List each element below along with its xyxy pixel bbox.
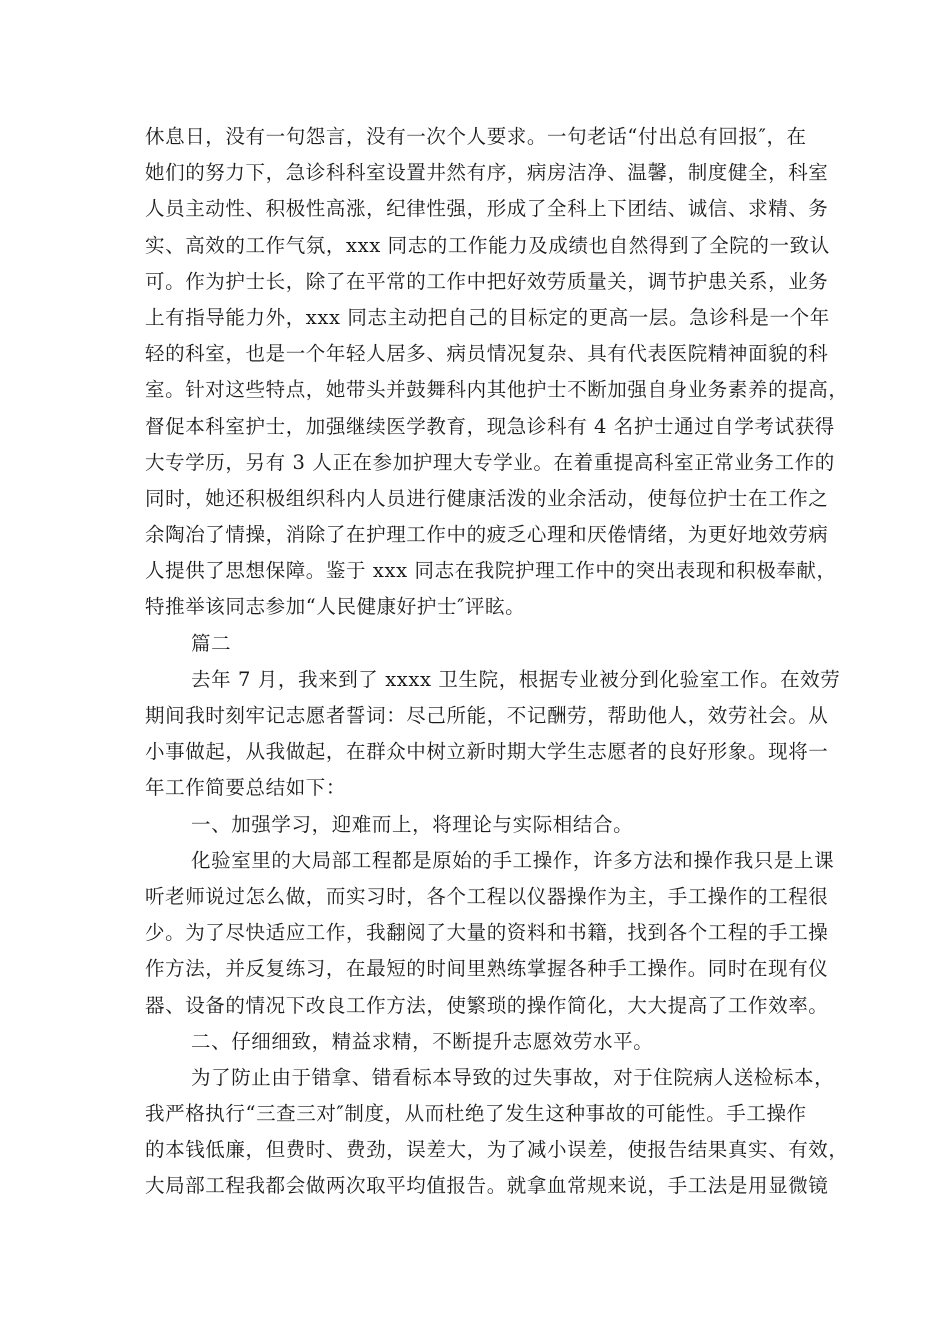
text-line: 余陶冶了情操，消除了在护理工作中的疲乏心理和厌倦情绪，为更好地效劳病 (145, 523, 829, 547)
text-line: 特推举该同志参加“人民健康好护士″评眩。 (145, 595, 526, 619)
text-line: 大专学历，另有 3 人正在参加护理大专学业。在着重提高科室正常业务工作的 (145, 450, 835, 474)
text-line: 上有指导能力外，xxx 同志主动把自己的目标定的更高一层。急诊科是一个年 (145, 305, 830, 329)
text-line: 大局部工程我都会做两次取平均值报告。就拿血常规来说，手工法是用显微镜 (145, 1174, 829, 1198)
text-line: 听老师说过怎么做，而实习时，各个工程以仪器操作为主，手工操作的工程很 (145, 884, 829, 908)
text-line: 督促本科室护士，加强继续医学教育，现急诊科有 4 名护士通过自学考试获得 (145, 414, 835, 438)
text-line: 年工作简要总结如下： (145, 776, 347, 800)
text-line: 器、设备的情况下改良工作方法，使繁琐的操作简化，大大提高了工作效率。 (145, 993, 829, 1017)
document-body (145, 119, 849, 1205)
text-line: 同时，她还积极组织科内人员进行健康活泼的业余活动，使每位护士在工作之 (145, 486, 829, 510)
text-line: 室。针对这些特点，她带头并鼓舞科内其他护士不断加强自身业务素养的提高， (145, 378, 849, 402)
text-line: 的本钱低廉，但费时、费劲，误差大，为了减小误差，使报告结果真实、有效， (145, 1138, 849, 1162)
text-line: 少。为了尽快适应工作，我翻阅了大量的资料和书籍，找到各个工程的手工操 (145, 921, 829, 945)
text-line: 篇二 (191, 631, 232, 655)
text-line: 我严格执行“三查三对″制度，从而杜绝了发生这种事故的可能性。手工操作 (145, 1102, 807, 1126)
text-line: 一、加强学习，迎难而上，将理论与实际相结合。 (191, 812, 634, 836)
text-line: 小事做起，从我做起，在群众中树立新时期大学生志愿者的良好形象。现将一 (145, 740, 829, 764)
text-line: 期间我时刻牢记志愿者誓词：尽己所能，不记酬劳，帮助他人，效劳社会。从 (145, 704, 829, 727)
text-line: 去年 7 月，我来到了 xxxx 卫生院，根据专业被分到化验室工作。在效劳 (191, 667, 841, 691)
text-line: 人提供了思想保障。鉴于 xxx 同志在我院护理工作中的突出表现和积极奉献， (145, 559, 837, 583)
text-line: 休息日，没有一句怨言，没有一次个人要求。一句老话“付出总有回报″，在 (145, 125, 807, 148)
text-line: 轻的科室，也是一个年轻人居多、病员情况复杂、具有代表医院精神面貌的科 (145, 342, 829, 366)
text-line: 可。作为护士长，除了在平常的工作中把好效劳质量关，调节护患关系，业务 (145, 269, 829, 293)
text-line: 人员主动性、积极性高涨，纪律性强，形成了全科上下团结、诚信、求精、务 (145, 197, 829, 221)
text-line: 实、高效的工作气氛，xxx 同志的工作能力及成绩也自然得到了全院的一致认 (145, 233, 830, 257)
text-line: 为了防止由于错拿、错看标本导致的过失事故，对于住院病人送检标本， (191, 1065, 835, 1089)
text-line: 化验室里的大局部工程都是原始的手工操作，许多方法和操作我只是上课 (191, 848, 835, 872)
text-line: 她们的努力下，急诊科科室设置井然有序，病房洁净、温馨，制度健全，科室 (145, 161, 829, 185)
text-line: 作方法，并反复练习，在最短的时间里熟练掌握各种手工操作。同时在现有仪 (145, 957, 829, 981)
text-line: 二、仔细细致，精益求精，不断提升志愿效劳水平。 (191, 1029, 654, 1053)
